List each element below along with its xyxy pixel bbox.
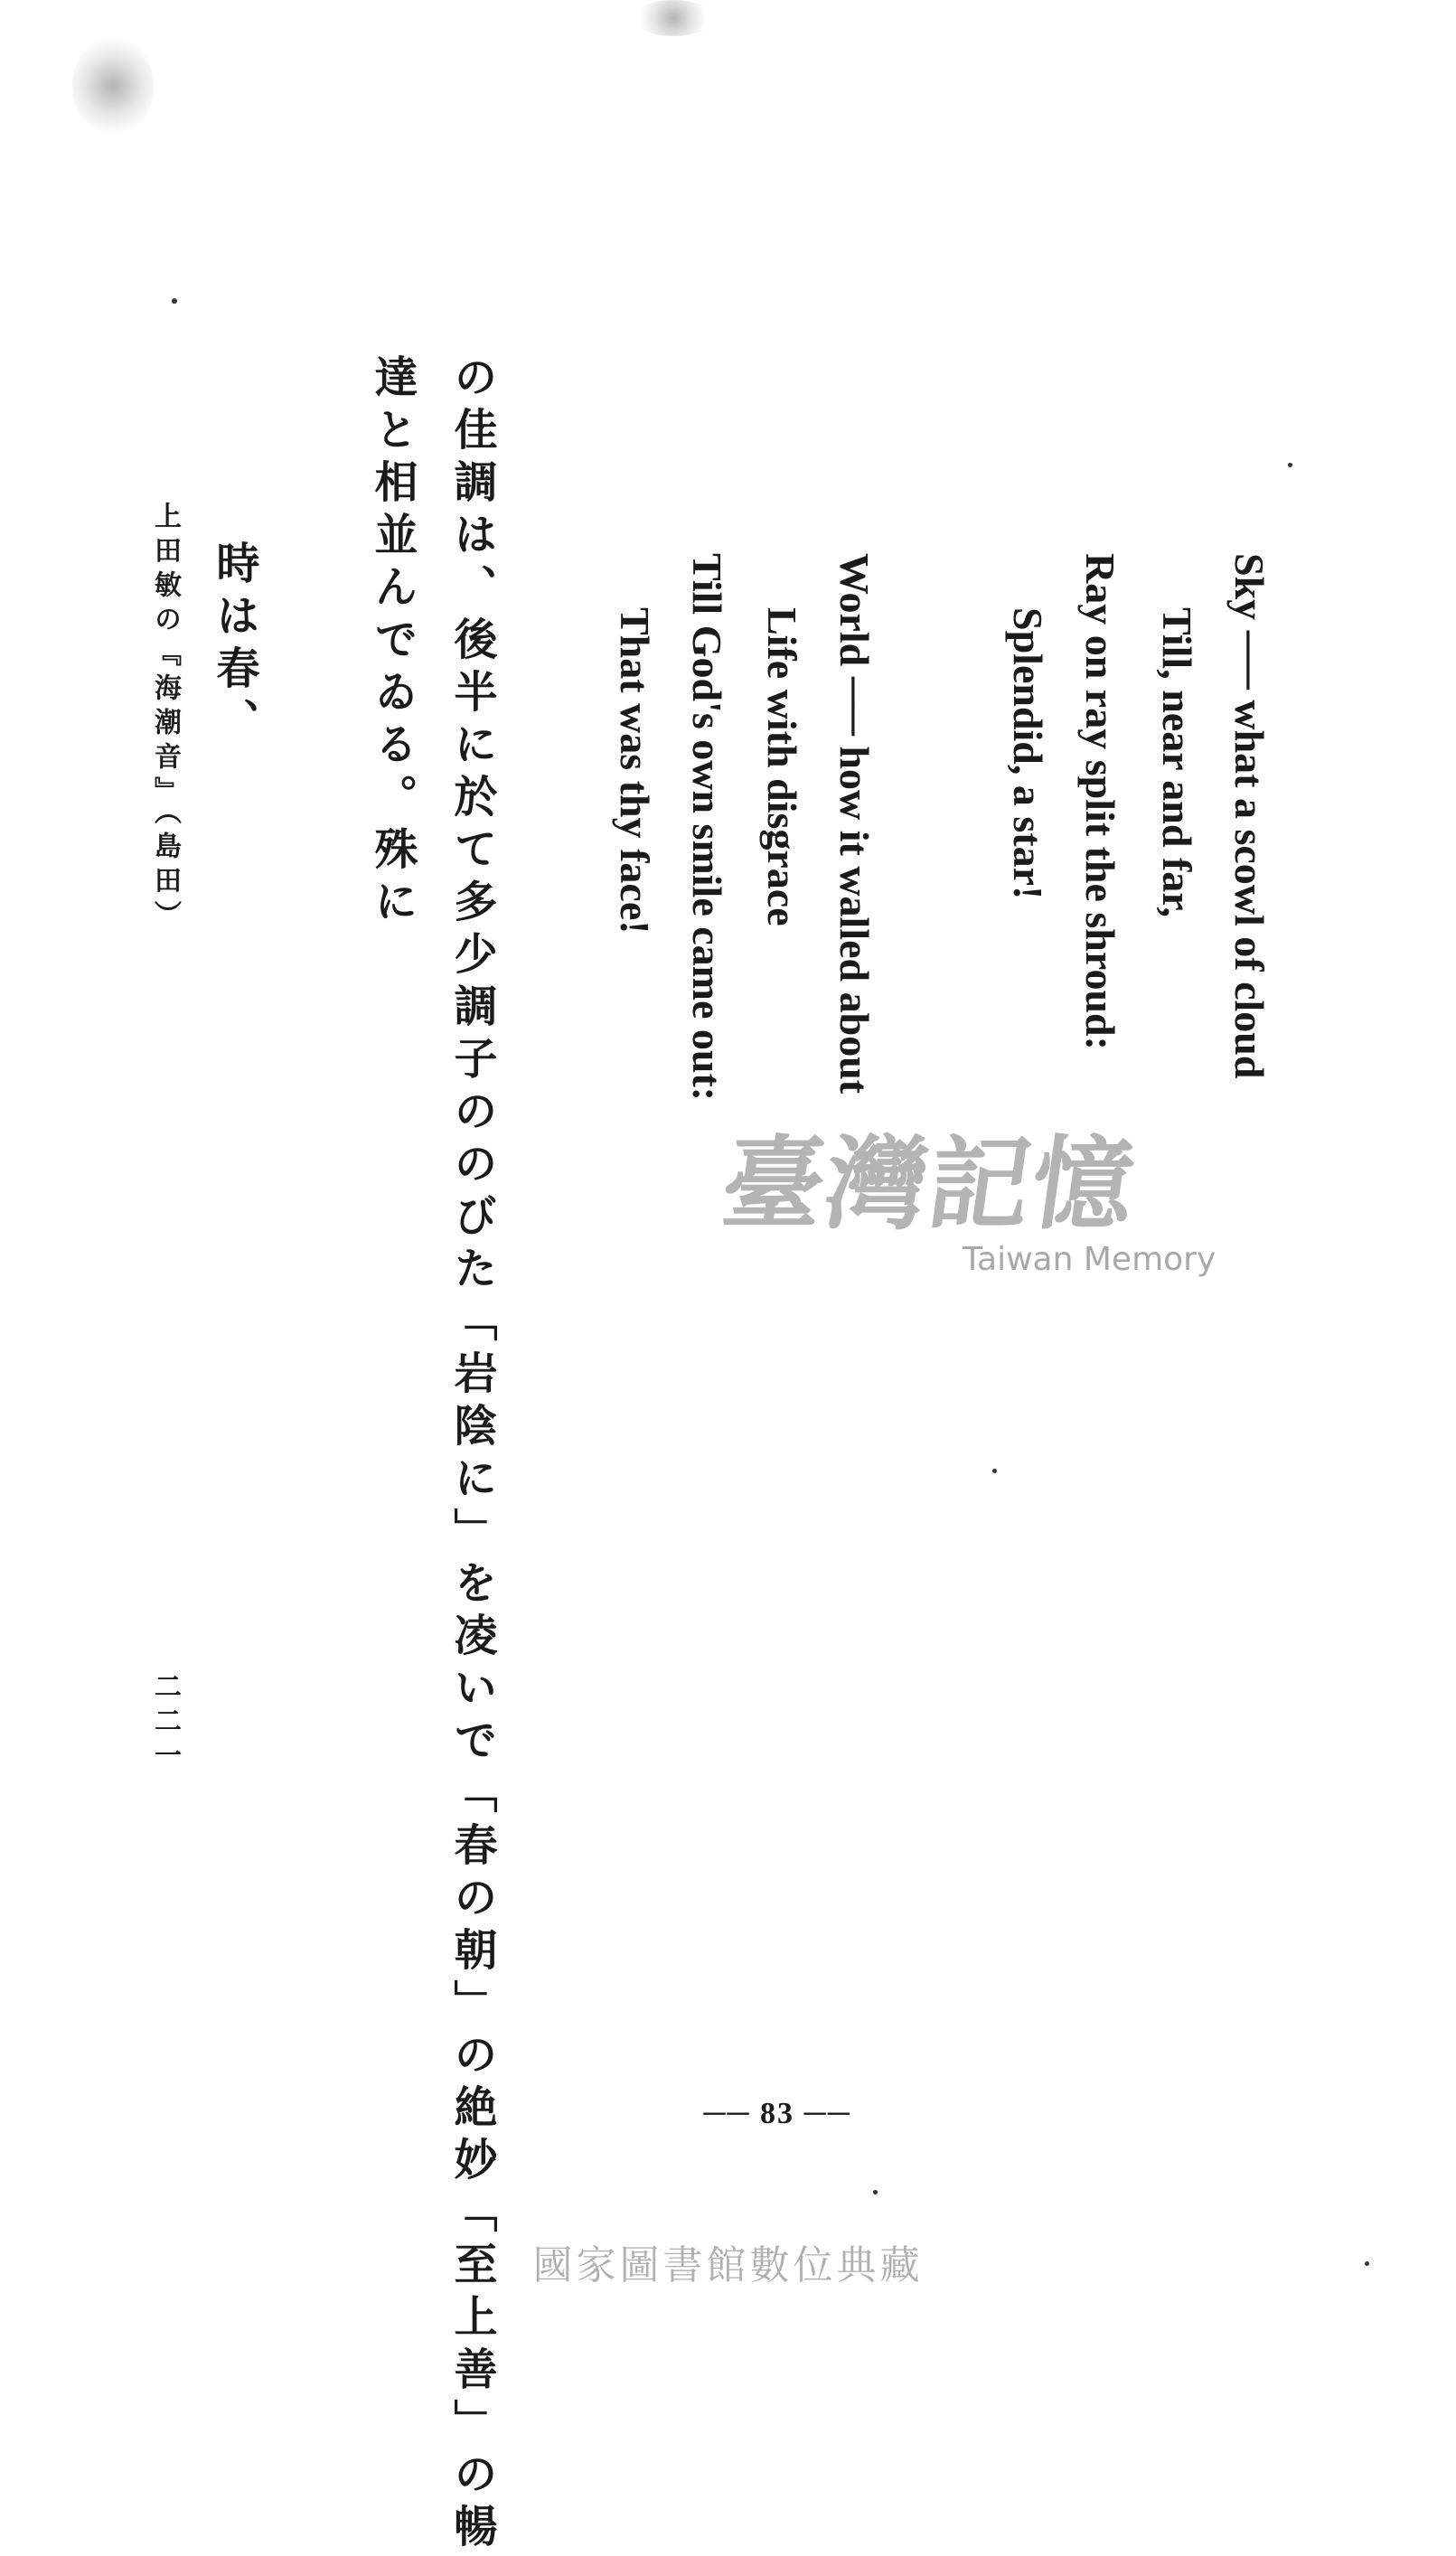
library-footer: 國家圖書館數位典藏 xyxy=(532,2242,924,2288)
watermark-logo-text: 臺灣記憶 xyxy=(714,1125,1144,1244)
citation: 上田敏の『海潮音』（島田） xyxy=(149,502,181,935)
page-number: ── 83 ── xyxy=(703,2097,851,2130)
scan-smudge xyxy=(72,36,154,136)
page-number-kanji: 二二一 xyxy=(149,1672,181,1775)
poem-line: Sky ── what a scowl of cloud xyxy=(1226,553,1273,1079)
prose-column: の佳調は、後半に於て多少調子ののびた「岩陰に」を凌いで「春の朝」の絶妙「至上善」の暢 xyxy=(446,354,497,2556)
poem-line: Life with disgrace xyxy=(759,607,805,926)
watermark xyxy=(714,1125,1216,1278)
scan-speck xyxy=(873,2190,878,2194)
scan-speck xyxy=(992,1469,997,1473)
poem-title: 時は春、 xyxy=(209,540,259,750)
poem-line: That was thy face! xyxy=(612,607,658,935)
poem-line: Splendid, a star! xyxy=(1005,607,1051,900)
poem-line: Till God's own smile came out: xyxy=(684,553,730,1102)
poem-line: Ray on ray split the shroud: xyxy=(1077,553,1123,1050)
scan-speck xyxy=(172,298,177,304)
poem-line: World ── how it walled about xyxy=(831,553,878,1095)
poem-line: Till, near and far, xyxy=(1154,607,1200,917)
scan-speck xyxy=(1288,463,1292,467)
watermark-subtitle: Taiwan Memory xyxy=(963,1241,1216,1278)
scan-smudge xyxy=(633,0,714,36)
prose-column: 達と相並んでゐる。殊に xyxy=(367,354,418,931)
